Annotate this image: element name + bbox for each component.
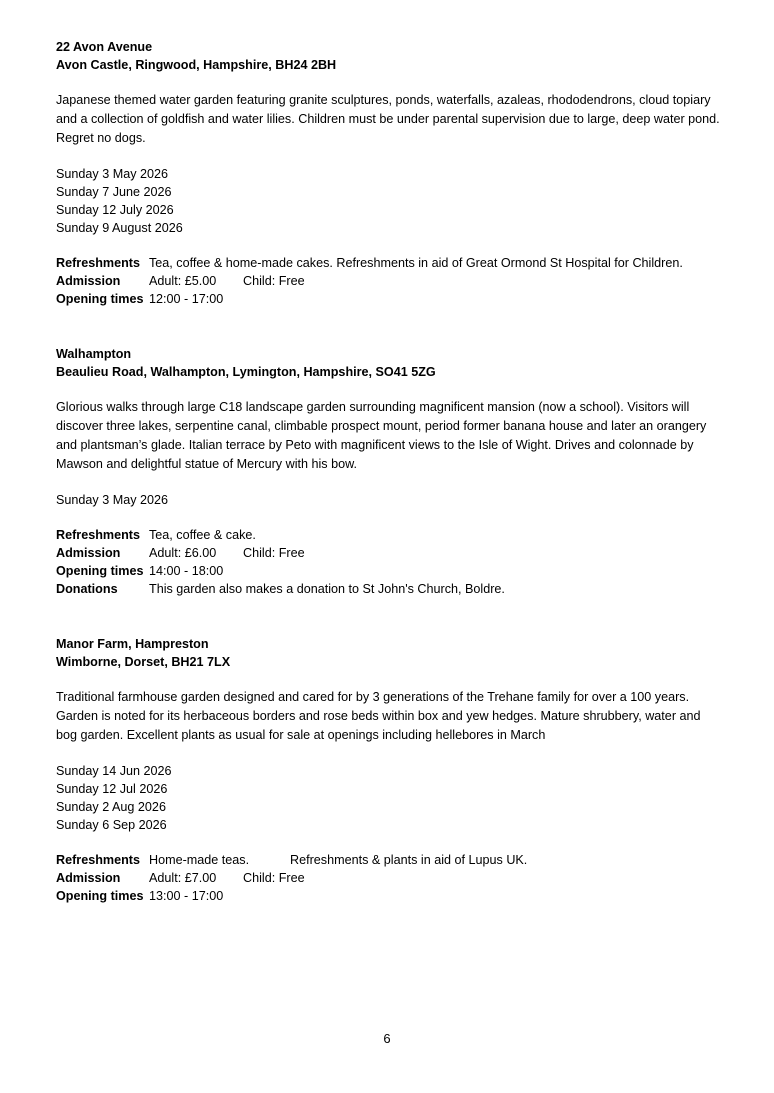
opening-dates — [56, 491, 721, 509]
garden-entry-22-avon-avenue — [56, 38, 721, 308]
document-page — [56, 38, 721, 905]
garden-description: Traditional farmhouse garden designed and cared for by 3 generations of the Trehane family for over a 100 years. Garden is noted for its herbaceous borders and rose beds within box and yew hedges. Mature shrubbery, water and bog garden. Excellent plants as usual for sale at openings including hellebores in March — [56, 690, 701, 742]
refreshments-row — [56, 526, 721, 544]
garden-description: Glorious walks through large C18 landscape garden surrounding magnificent mansion (now a school). Visitors will discover three lakes, serpentine canal, climbable prospect mount, period former banana house and later an orangery and plantsman’s glade. Italian terrace by Peto with magnificent views to the Isle of Wight. Drives and colonnade by Mawson and delightful statue of Mercury with his bow. — [56, 400, 707, 471]
opening-times-value: 12:00 - 17:00 — [149, 292, 224, 306]
opening-date: Sunday 14 Jun 2026 — [56, 764, 172, 778]
opening-times-value: 14:00 - 18:00 — [149, 564, 224, 578]
opening-date: Sunday 12 July 2026 — [56, 203, 174, 217]
opening-times-row — [56, 562, 721, 580]
admission-row — [56, 544, 721, 562]
garden-entry-walhampton — [56, 345, 721, 598]
opening-times-label: Opening times — [56, 564, 144, 578]
refreshments-row — [56, 851, 721, 869]
admission-child: Child: Free — [243, 871, 305, 885]
opening-times-label: Opening times — [56, 292, 144, 306]
opening-date: Sunday 3 May 2026 — [56, 167, 169, 181]
admission-adult: Adult: £7.00 — [149, 871, 217, 885]
admission-label: Admission — [56, 871, 121, 885]
opening-date: Sunday 2 Aug 2026 — [56, 800, 166, 814]
donations-row — [56, 580, 721, 598]
opening-times-row — [56, 290, 721, 308]
garden-address: Beaulieu Road, Walhampton, Lymington, Hampshire, SO41 5ZG — [56, 365, 436, 379]
refreshments-value: Home-made teas. — [149, 853, 250, 867]
admission-row — [56, 272, 721, 290]
opening-dates — [56, 762, 721, 834]
opening-date: Sunday 12 Jul 2026 — [56, 782, 168, 796]
garden-entry-manor-farm — [56, 635, 721, 905]
admission-label: Admission — [56, 546, 121, 560]
refreshments-label: Refreshments — [56, 853, 140, 867]
garden-name: Manor Farm, Hampreston — [56, 637, 209, 651]
garden-name: 22 Avon Avenue — [56, 40, 153, 54]
opening-date: Sunday 7 June 2026 — [56, 185, 172, 199]
refreshments-charity: Refreshments & plants in aid of Lupus UK. — [290, 853, 528, 867]
opening-date: Sunday 6 Sep 2026 — [56, 818, 167, 832]
garden-address: Wimborne, Dorset, BH21 7LX — [56, 655, 231, 669]
admission-adult: Adult: £6.00 — [149, 546, 217, 560]
garden-details — [56, 526, 721, 598]
refreshments-label: Refreshments — [56, 528, 140, 542]
page-number: 6 — [383, 1031, 391, 1046]
opening-times-value: 13:00 - 17:00 — [149, 889, 224, 903]
donations-label: Donations — [56, 582, 118, 596]
garden-details — [56, 254, 721, 308]
opening-date: Sunday 9 August 2026 — [56, 221, 183, 235]
admission-child: Child: Free — [243, 274, 305, 288]
garden-name: Walhampton — [56, 347, 132, 361]
donations-value: This garden also makes a donation to St John's Church, Boldre. — [149, 582, 505, 596]
opening-times-row — [56, 887, 721, 905]
garden-description: Japanese themed water garden featuring granite sculptures, ponds, waterfalls, azaleas, rhododendrons, cloud topiary and a collection of goldfish and water lilies. Children must be under parental supervision due to large, deep water pond. Regret no dogs. — [56, 93, 720, 145]
refreshments-value: Tea, coffee & home-made cakes. Refreshments in aid of Great Ormond St Hospital for Children. — [149, 256, 683, 270]
admission-child: Child: Free — [243, 546, 305, 560]
refreshments-row — [56, 254, 721, 272]
refreshments-label: Refreshments — [56, 256, 140, 270]
opening-date: Sunday 3 May 2026 — [56, 493, 169, 507]
admission-label: Admission — [56, 274, 121, 288]
refreshments-value: Tea, coffee & cake. — [149, 528, 256, 542]
opening-times-label: Opening times — [56, 889, 144, 903]
garden-address: Avon Castle, Ringwood, Hampshire, BH24 2BH — [56, 58, 337, 72]
opening-dates — [56, 165, 721, 237]
garden-details — [56, 851, 721, 905]
admission-adult: Adult: £5.00 — [149, 274, 217, 288]
admission-row — [56, 869, 721, 887]
